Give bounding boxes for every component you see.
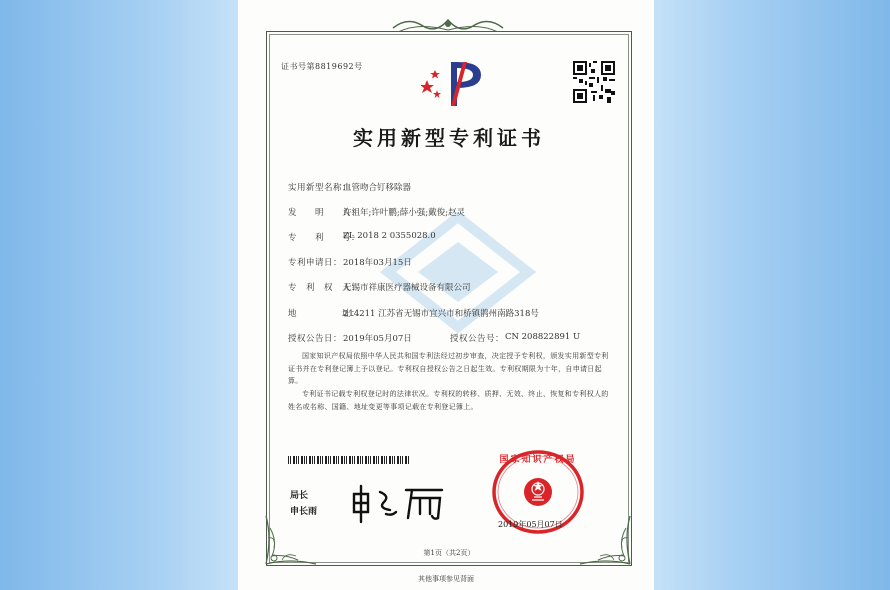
certificate-number: 证书号第8819692号	[281, 62, 363, 71]
field-value-grant-date: 2019年05月07日	[343, 334, 412, 344]
field-label-name: 实用新型名称：	[288, 183, 352, 193]
field-value-filing-date: 2018年03月15日	[343, 258, 412, 268]
field-value-patentee: 无锡市祥康医疗器械设备有限公司	[343, 283, 471, 293]
qr-code	[573, 61, 615, 103]
field-label-grant-no: 授权公告号：	[450, 334, 505, 344]
field-label-patentee: 专 利 权 人：	[288, 283, 361, 293]
field-value-inventors: 许祖年;许叶鹏;薛小强;戴俊;赵灵	[343, 208, 465, 218]
certificate-title: 实用新型专利证书	[353, 126, 545, 150]
seal-text: 国家知识产权局	[499, 455, 577, 465]
director-name: 申长雨	[290, 507, 318, 517]
director-signature	[350, 484, 450, 524]
corner-ornament-left	[262, 508, 322, 568]
seal-date: 2019年05月07日	[498, 520, 563, 529]
field-value-patent-no: ZL 2018 2 0355028.0	[343, 231, 436, 241]
page-number: 第1页（共2页）	[423, 549, 475, 557]
field-value-name: 血管吻合钉移除器	[343, 183, 412, 193]
certificate-paragraph-2: 专利证书记载专利权登记时的法律状况。专利权的转移、质押、无效、终止、恢复和专利权人的姓名或名称、国籍、地址变更等事项记载在专利登记簿上。	[288, 390, 609, 411]
field-value-grant-no: CN 208822891 U	[505, 332, 581, 342]
director-title: 局长	[290, 491, 309, 501]
certificate-paragraph-1: 国家知识产权局依照中华人民共和国专利法经过初步审查，决定授予专利权，颁发实用新型专利证书并在专利登记簿上予以登记。专利权自授权公告之日起生效。专利权期限为十年，自申请日起算。	[288, 352, 609, 385]
field-label-filing-date: 专利申请日：	[288, 258, 343, 268]
field-label-grant-date: 授权公告日：	[288, 334, 343, 344]
footer-note: 其他事项参见背面	[418, 575, 474, 583]
cnipa-logo	[421, 58, 487, 110]
field-label-inventors: 发 明 人：	[288, 208, 361, 218]
field-label-patent-no: 专 利 号：	[288, 233, 361, 243]
field-value-address: 214211 江苏省无锡市宜兴市和桥镇鹊州南路318号	[343, 309, 539, 319]
field-label-address: 地 址：	[288, 309, 361, 319]
barcode	[288, 456, 410, 464]
